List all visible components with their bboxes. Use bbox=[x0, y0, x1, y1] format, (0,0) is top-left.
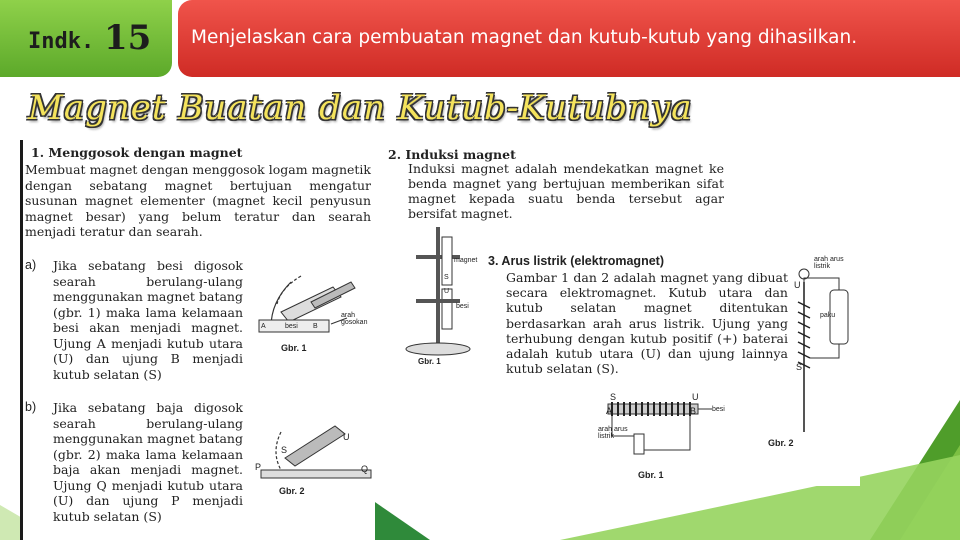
fig2-label-p: P bbox=[255, 462, 262, 472]
fig1-label-a: A bbox=[261, 323, 266, 330]
coil1-label-a: A bbox=[606, 406, 613, 416]
coil2-label-paku: paku bbox=[820, 312, 836, 319]
panel-electromagnet bbox=[486, 232, 860, 486]
indicator-description: Menjelaskan cara pembuatan magnet dan kutub-kutub yang dihasilkan. bbox=[191, 27, 858, 48]
fig1-label-arah: arah gosokan bbox=[341, 312, 368, 326]
panel1-a-text: Jika sebatang besi digosok searah berulang-ulang menggunakan magnet batang (gbr. 1) maka lama kelamaan besi akan menjadi magnet. Ujung A menjadi kutub utara (U) dan ujung B menjadi kutub selatan (S) bbox=[53, 258, 243, 382]
fig2-caption: Gbr. 2 bbox=[279, 486, 305, 496]
coil1-caption: Gbr. 1 bbox=[638, 470, 664, 480]
fig2-label-s: S bbox=[281, 445, 288, 455]
indicator-number: 15 bbox=[104, 18, 152, 58]
coil1-label-s: S bbox=[610, 392, 617, 402]
coil2-label-u: U bbox=[794, 280, 801, 290]
panel3-heading: 3. Arus listrik (elektromagnet) bbox=[488, 254, 664, 268]
coil2-label-s: S bbox=[796, 362, 803, 372]
induction-label-besi: besi bbox=[456, 303, 469, 310]
rubbing-figure-2 bbox=[251, 412, 375, 482]
induction-stand-figure bbox=[398, 225, 488, 357]
panel1-heading: 1. Menggosok dengan magnet bbox=[31, 145, 243, 160]
coil1-label-b: B bbox=[690, 406, 697, 416]
panel-rubbing-method bbox=[20, 140, 375, 540]
coil1-label-arah: arah arus listrik bbox=[598, 426, 628, 440]
page-title: Magnet Buatan dan Kutub-Kutubnya bbox=[28, 88, 693, 128]
coil1-label-besi: besi bbox=[712, 406, 725, 413]
fig1-label-b: B bbox=[313, 323, 318, 330]
panel1-a-label: a) bbox=[25, 258, 37, 272]
panel1-intro: Membuat magnet dengan menggosok logam magnetik dengan sebatang magnet bertujuan mengatur susunan magnet elementer (magnet kecil penyusun magnet besar) yang belum teratur dan searah menjadi teratur dan searah. bbox=[25, 162, 371, 239]
panel3-text: Gambar 1 dan 2 adalah magnet yang dibuat secara elektromagnet. Kutub utara dan kutub selatan magnet ditentukan berdasarkan arah arus listrik. Ujung yang terhubung dengan kutub positif (+) baterai adalah kutub utara (U) dan ujung lainnya kutub selatan (S). bbox=[506, 270, 788, 377]
induction-label-magnet: magnet bbox=[454, 257, 478, 264]
panel2-text: Induksi magnet adalah mendekatkan magnet ke benda magnet yang bertujuan memberikan sifat magnet kepada suatu benda tersebut agar bersifat magnet. bbox=[408, 161, 724, 221]
coil2-label-arah: arah arus listrik bbox=[814, 256, 844, 270]
fig2-label-q: Q bbox=[361, 464, 369, 474]
induction-label-s: S bbox=[444, 274, 449, 281]
coil1-label-u: U bbox=[692, 392, 699, 402]
fig2-label-u: U bbox=[343, 432, 350, 442]
rubbing-figure-1 bbox=[251, 252, 375, 362]
induction-label-u: U bbox=[444, 288, 450, 295]
panel2-heading: 2. Induksi magnet bbox=[388, 147, 516, 162]
coil-figure-2 bbox=[790, 262, 860, 438]
fig1-caption: Gbr. 1 bbox=[281, 343, 307, 353]
induction-caption: Gbr. 1 bbox=[418, 357, 441, 366]
coil2-caption: Gbr. 2 bbox=[768, 438, 794, 448]
indicator-label: Indk. bbox=[28, 29, 95, 54]
panel1-b-label: b) bbox=[25, 400, 37, 414]
fig1-label-besi: besi bbox=[285, 323, 298, 330]
panel1-b-text: Jika sebatang baja digosok searah berulang-ulang menggunakan magnet batang (gbr. 2) maka lama kelamaan baja akan menjadi magnet. Ujung Q menjadi kutub utara (U) dan ujung P menjadi kutub selatan (S) bbox=[53, 400, 243, 524]
